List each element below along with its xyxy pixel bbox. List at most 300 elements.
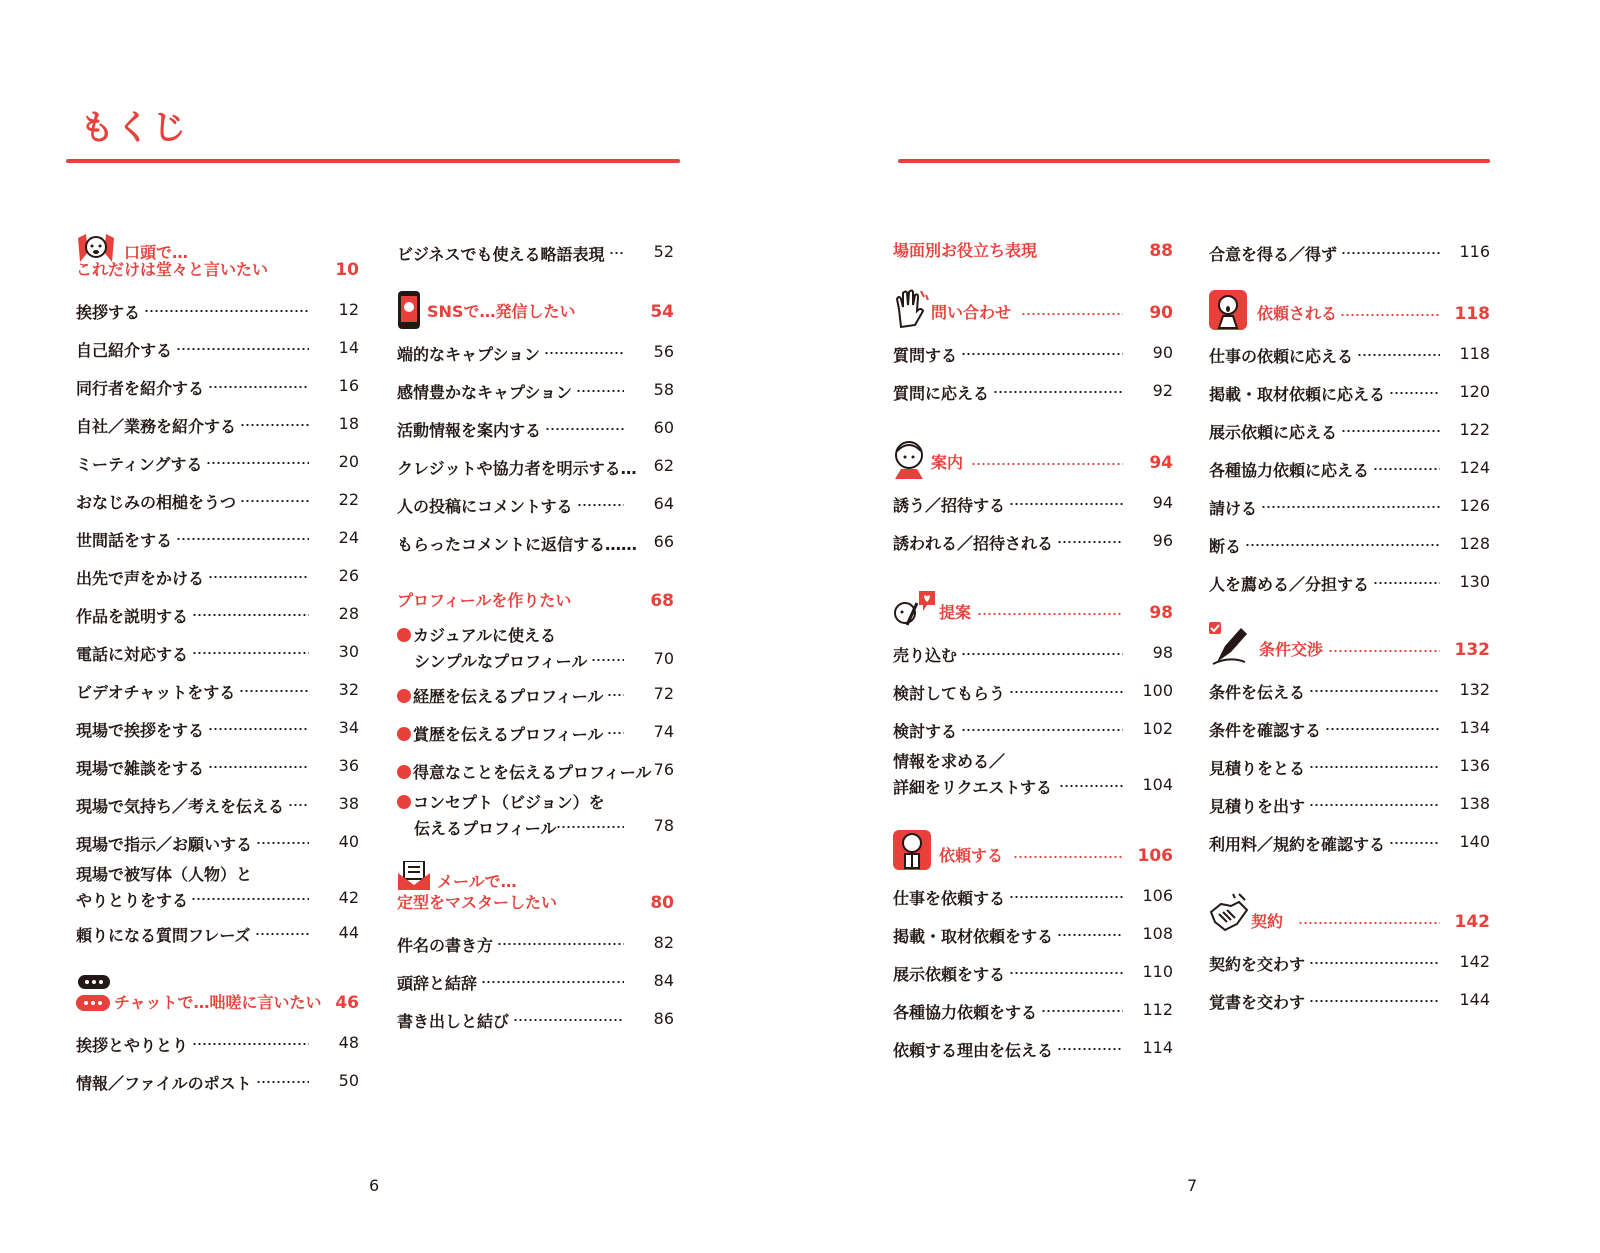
toc-column-3 (893, 232, 1173, 1066)
toc-row[interactable] (1209, 562, 1490, 600)
dot-leader (192, 1043, 309, 1045)
toc-row[interactable] (76, 1023, 359, 1061)
section-page: 106 (1137, 846, 1173, 866)
toc-row[interactable] (893, 876, 1173, 914)
toc-page-number: 84 (653, 971, 674, 990)
toc-page-number: 70 (653, 649, 674, 668)
dot-leader (1009, 972, 1123, 974)
toc-row[interactable] (1209, 784, 1490, 822)
toc-row[interactable] (397, 332, 674, 370)
toc-page-number: 72 (653, 684, 674, 703)
toc-entry-title: 掲載・取材依頼に応える (1209, 385, 1386, 404)
toc-row[interactable] (397, 712, 674, 750)
toc-entry-title: 作品を説明する (76, 607, 189, 626)
bullet-dot (397, 727, 411, 741)
toc-entry-title: 条件を伝える (1209, 683, 1306, 702)
toc-entry-title: 条件を確認する (1209, 721, 1322, 740)
section-page: 46 (335, 993, 359, 1013)
toc-entry-title: 感情豊かなキャプション (397, 383, 573, 402)
toc-page-number: 40 (338, 832, 359, 851)
toc-page-number: 18 (338, 414, 359, 433)
toc-row[interactable] (893, 747, 1173, 800)
page-number-right: 7 (1187, 1176, 1198, 1195)
dot-leader (240, 424, 309, 426)
toc-section-useful[interactable] (893, 232, 1173, 269)
toc-row[interactable] (397, 370, 674, 408)
section-page: 142 (1454, 912, 1490, 932)
section-page: 80 (650, 893, 674, 913)
person-icon (893, 439, 927, 483)
dot-leader (1057, 934, 1123, 936)
section-title: 案内 (931, 453, 964, 472)
toc-entry-title: 同行者を紹介する (76, 379, 205, 398)
toc-row[interactable] (893, 521, 1173, 559)
toc-page-number: 78 (653, 816, 674, 835)
toc-entry-title: 展示依頼をする (893, 965, 1006, 984)
toc-entry-title: 挨拶とやりとり (76, 1036, 189, 1055)
dot-leader (208, 766, 309, 768)
toc-page-number: 124 (1459, 458, 1490, 477)
toc-entry-title: 現場で雑談をする (76, 759, 205, 778)
dot-leader (1009, 896, 1123, 898)
dot-leader (1261, 506, 1440, 508)
toc-page-number: 28 (338, 604, 359, 623)
toc-entry-title: 世間話をする (76, 531, 173, 550)
toc-entry-title: カジュアルに使える シンプルなプロフィール (397, 623, 587, 675)
toc-page-number: 26 (338, 566, 359, 585)
section-title: 依頼する (939, 846, 1004, 865)
section-title: これだけは堂々と言いたい (76, 260, 269, 279)
page-title: もくじ (80, 108, 188, 148)
toc-page-number: 92 (1152, 381, 1173, 400)
dot-leader (208, 576, 309, 578)
toc-row[interactable] (1209, 746, 1490, 784)
toc-section-request[interactable] (893, 828, 1173, 874)
toc-page-number: 74 (653, 722, 674, 741)
section-title: 契約 (1251, 912, 1284, 931)
dot-leader (1373, 582, 1440, 584)
toc-page-number: 42 (338, 888, 359, 907)
section-title: 場面別お役立ち表現 (893, 241, 1038, 260)
toc-entry-title: 展示依頼に応える (1209, 423, 1338, 442)
toc-row[interactable] (76, 860, 359, 913)
dot-leader (208, 386, 309, 388)
toc-row[interactable] (893, 333, 1173, 371)
toc-row[interactable] (397, 750, 674, 788)
toc-row[interactable] (397, 522, 674, 560)
toc-row[interactable] (397, 446, 674, 484)
toc-column-2 (397, 232, 674, 1037)
toc-row[interactable] (397, 408, 674, 446)
dot-leader (288, 804, 309, 806)
toc-entry-title: 誘う／招待する (893, 496, 1006, 515)
toc-page-number: 126 (1459, 496, 1490, 515)
toc-entry-title: ミーティングする (76, 455, 203, 474)
toc-page-number: 82 (653, 933, 674, 952)
section-title: チャットで…咄嗟に言いたい (114, 993, 322, 1012)
toc-entry-title: 依頼する理由を伝える (893, 1041, 1054, 1060)
toc-page-number: 136 (1459, 756, 1490, 775)
toc-entry-title: 情報を求める／ 詳細をリクエストする (893, 752, 1052, 797)
toc-row[interactable] (397, 788, 674, 841)
toc-page-number: 50 (338, 1071, 359, 1090)
page-number-left: 6 (369, 1176, 380, 1195)
toc-row[interactable] (397, 232, 674, 270)
dot-leader (208, 728, 309, 730)
bullet-dot (397, 689, 411, 703)
toc-page-number: 112 (1142, 1000, 1173, 1019)
dot-leader (607, 694, 624, 696)
dot-leader (240, 500, 309, 502)
toc-row[interactable] (76, 442, 359, 480)
toc-page-number: 134 (1459, 718, 1490, 737)
toc-page-number: 14 (338, 338, 359, 357)
toc-entry-title: 誘われる／招待される (893, 534, 1054, 553)
toc-page-number: 16 (338, 376, 359, 395)
dot-leader (192, 614, 309, 616)
toc-entry-title: コンセプト（ビジョン）を 伝えるプロフィール (397, 790, 605, 842)
idea-person-icon (893, 589, 937, 633)
toc-entry-title: 各種協力依頼に応える (1209, 461, 1370, 480)
toc-page-number: 62 (653, 456, 674, 475)
dot-leader (577, 504, 624, 506)
toc-entry-title: 請ける (1209, 499, 1258, 518)
dot-leader (1389, 842, 1440, 844)
toc-row[interactable] (893, 371, 1173, 409)
toc-page-number: 100 (1142, 681, 1173, 700)
dot-leader (192, 652, 309, 654)
dot-leader (1373, 468, 1440, 470)
dot-leader (1041, 1010, 1123, 1012)
toc-row[interactable] (76, 404, 359, 442)
toc-entry-title: 現場で挨拶をする (76, 721, 205, 740)
section-title: 提案 (939, 603, 972, 622)
toc-entry-title: 自社／業務を紹介する (76, 417, 237, 436)
toc-page-number: 36 (338, 756, 359, 775)
toc-section-mail[interactable] (397, 861, 674, 921)
toc-row[interactable] (1209, 486, 1490, 524)
toc-page-number: 110 (1142, 962, 1173, 981)
dot-leader (1309, 690, 1440, 692)
toc-row[interactable] (397, 621, 674, 674)
dot-leader (1357, 354, 1440, 356)
toc-page-number: 140 (1459, 832, 1490, 851)
toc-row[interactable] (893, 914, 1173, 952)
toc-entry-title: ビデオチャットをする (76, 683, 236, 702)
toc-section-profile[interactable] (397, 582, 674, 619)
section-page: 132 (1454, 640, 1490, 660)
dot-leader (993, 391, 1123, 393)
toc-row[interactable] (893, 952, 1173, 990)
dot-leader (1309, 804, 1440, 806)
toc-page-number: 12 (338, 300, 359, 319)
dot-leader (206, 462, 309, 464)
toc-page-number: 102 (1142, 719, 1173, 738)
dot-leader (1009, 503, 1123, 505)
toc-section-oral[interactable] (76, 232, 359, 288)
toc-section-requested[interactable] (1209, 290, 1490, 332)
section-title: 依頼される (1257, 304, 1338, 323)
dot-leader (239, 690, 309, 692)
toc-section-chat[interactable] (76, 973, 359, 1021)
toc-row[interactable] (76, 594, 359, 632)
toc-entry-title: 現場で気持ち／考えを伝える (76, 797, 285, 816)
toc-entry-title: 質問に応える (893, 384, 990, 403)
toc-page-number: 130 (1459, 572, 1490, 591)
dot-leader (144, 310, 309, 312)
toc-page-number: 90 (1152, 343, 1173, 362)
section-page: 94 (1149, 453, 1173, 473)
dot-leader (1309, 1000, 1440, 1002)
toc-entry-title: 現場で被写体（人物）と やりとりをする (76, 865, 253, 910)
toc-page-number: 76 (653, 760, 674, 779)
toc-page-number: 86 (653, 1009, 674, 1028)
toc-entry-title: 端的なキャプション (397, 345, 541, 364)
pen-check-icon (1209, 622, 1253, 670)
toc-entry-title: 頭辞と結辞 (397, 974, 478, 993)
toc-entry-title: 出先で声をかける (76, 569, 205, 588)
section-page: 88 (1149, 241, 1173, 261)
dot-leader (176, 348, 309, 350)
toc-section-proposal[interactable] (893, 589, 1173, 631)
toc-page-number: 96 (1152, 531, 1173, 550)
dot-leader (961, 653, 1123, 655)
section-title: 条件交渉 (1259, 640, 1324, 659)
smartphone-icon (397, 290, 421, 334)
toc-page-number: 128 (1459, 534, 1490, 553)
toc-entry-title: 活動情報を案内する (397, 421, 542, 440)
toc-page-number: 142 (1459, 952, 1490, 971)
bullet-dot (397, 795, 411, 809)
toc-section-inquiry[interactable] (893, 289, 1173, 331)
toc-entry-title: 断る (1209, 537, 1242, 556)
dot-leader (256, 1081, 309, 1083)
toc-page-number: 22 (338, 490, 359, 509)
toc-entry-title: 質問する (893, 346, 958, 365)
toc-entry-title: 経歴を伝えるプロフィール (397, 684, 603, 707)
dot-leader (481, 981, 624, 983)
toc-entry-title: 自己紹介する (76, 341, 173, 360)
toc-entry-title: 仕事を依頼する (893, 889, 1006, 908)
dot-leader (1341, 430, 1440, 432)
dot-leader (961, 729, 1123, 731)
toc-column-1 (76, 232, 359, 1099)
toc-entry-title: もらったコメントに返信する…… (397, 535, 638, 554)
surprised-person-icon (1209, 290, 1247, 336)
toc-entry-title: 書き出しと結び (397, 1012, 510, 1031)
toc-row[interactable] (76, 1061, 359, 1099)
toc-entry-title: 電話に対応する (76, 645, 189, 664)
toc-page-number: 108 (1142, 924, 1173, 943)
toc-row[interactable] (1209, 708, 1490, 746)
toc-row[interactable] (76, 822, 359, 860)
toc-row[interactable] (76, 480, 359, 518)
dot-leader (544, 352, 624, 354)
toc-page-number: 144 (1459, 990, 1490, 1009)
section-page: 54 (650, 302, 674, 322)
toc-page-number: 24 (338, 528, 359, 547)
chat-bubbles-icon (76, 973, 116, 1019)
dot-leader (1309, 962, 1440, 964)
toc-row[interactable] (76, 290, 359, 328)
toc-page-number: 122 (1459, 420, 1490, 439)
toc-row[interactable] (76, 556, 359, 594)
toc-entry-title: 各種協力依頼をする (893, 1003, 1038, 1022)
toc-row[interactable] (397, 484, 674, 522)
toc-entry-title: 合意を得る／得ず (1209, 245, 1338, 264)
dot-leader (1057, 1048, 1123, 1050)
dot-leader (1057, 541, 1123, 543)
toc-row[interactable] (76, 518, 359, 556)
dot-leader (1389, 392, 1440, 394)
toc-row[interactable] (1209, 232, 1490, 270)
dot-leader (176, 538, 309, 540)
title-rule-left (66, 159, 680, 163)
toc-page-number: 52 (653, 242, 674, 261)
section-kicker: メールで… (437, 872, 517, 891)
bowing-person-icon (893, 828, 931, 876)
toc-row[interactable] (1209, 670, 1490, 708)
section-page: 68 (650, 591, 674, 611)
dot-leader (1309, 766, 1440, 768)
dot-leader (256, 842, 309, 844)
toc-row[interactable] (1209, 410, 1490, 448)
toc-page-number: 138 (1459, 794, 1490, 813)
toc-page-number: 32 (338, 680, 359, 699)
toc-entry-title: 仕事の依頼に応える (1209, 347, 1354, 366)
toc-row[interactable] (1209, 980, 1490, 1018)
toc-page-number: 116 (1459, 242, 1490, 261)
toc-row[interactable] (893, 483, 1173, 521)
toc-row[interactable] (1209, 448, 1490, 486)
section-title: 問い合わせ (931, 303, 1012, 322)
toc-entry-title: 賞歴を伝えるプロフィール (397, 722, 603, 745)
toc-row[interactable] (76, 746, 359, 784)
handshake-icon (1209, 892, 1249, 938)
toc-row[interactable] (893, 671, 1173, 709)
dot-leader (607, 732, 624, 734)
toc-page-number: 48 (338, 1033, 359, 1052)
toc-page-number: 60 (653, 418, 674, 437)
toc-page-number: 30 (338, 642, 359, 661)
toc-entry-title: 件名の書き方 (397, 936, 494, 955)
toc-entry-title: 人を薦める／分担する (1209, 575, 1370, 594)
toc-section-sns[interactable] (397, 290, 674, 330)
toc-column-4 (1209, 232, 1490, 1018)
toc-page-number: 44 (338, 923, 359, 942)
toc-page-number: 56 (653, 342, 674, 361)
toc-page-number: 38 (338, 794, 359, 813)
toc-page-number: 120 (1459, 382, 1490, 401)
toc-entry-title: 検討してもらう (893, 684, 1006, 703)
toc-row[interactable] (397, 923, 674, 961)
toc-row[interactable] (76, 913, 359, 951)
toc-page-number: 132 (1459, 680, 1490, 699)
dot-leader (576, 390, 624, 392)
section-page: 118 (1454, 304, 1490, 324)
toc-entry-title: 見積りを出す (1209, 797, 1306, 816)
toc-page-number: 106 (1142, 886, 1173, 905)
section-title: プロフィールを作りたい (397, 591, 572, 610)
toc-page-number: 34 (338, 718, 359, 737)
bullet-dot (397, 765, 411, 779)
toc-row[interactable] (893, 1028, 1173, 1066)
toc-row[interactable] (397, 674, 674, 712)
toc-page-number: 20 (338, 452, 359, 471)
toc-entry-title: 情報／ファイルのポスト (76, 1074, 252, 1093)
toc-row[interactable] (893, 709, 1173, 747)
toc-entry-title: 検討する (893, 722, 958, 741)
section-page: 90 (1149, 303, 1173, 323)
toc-entry-title: おなじみの相槌をうつ (76, 493, 237, 512)
toc-page-number: 66 (653, 532, 674, 551)
toc-entry-title: 頼りになる質問フレーズ (76, 926, 251, 945)
toc-row[interactable] (397, 961, 674, 999)
toc-row[interactable] (1209, 822, 1490, 860)
toc-entry-title: 契約を交わす (1209, 955, 1306, 974)
toc-entry-title: 見積りをとる (1209, 759, 1306, 778)
dot-leader (1245, 544, 1440, 546)
toc-row[interactable] (893, 633, 1173, 671)
toc-page-number: 58 (653, 380, 674, 399)
toc-row[interactable] (76, 632, 359, 670)
toc-entry-title: 現場で指示／お願いする (76, 835, 253, 854)
toc-entry-title: 掲載・取材依頼をする (893, 927, 1054, 946)
toc-page-number: 64 (653, 494, 674, 513)
toc-row[interactable] (397, 999, 674, 1037)
toc-row[interactable] (1209, 942, 1490, 980)
dot-leader (961, 353, 1123, 355)
toc-row[interactable] (76, 328, 359, 366)
section-page: 98 (1149, 603, 1173, 623)
toc-page-number: 94 (1152, 493, 1173, 512)
toc-row[interactable] (76, 708, 359, 746)
toc-page-number: 114 (1142, 1038, 1173, 1057)
section-title: 定型をマスターしたい (397, 893, 558, 912)
toc-row[interactable] (1209, 524, 1490, 562)
toc-entry-title: 挨拶する (76, 303, 141, 322)
section-page: 10 (335, 260, 359, 280)
toc-section-negotiation[interactable] (1209, 622, 1490, 668)
toc-row[interactable] (76, 784, 359, 822)
toc-row[interactable] (1209, 372, 1490, 410)
toc-page-number: 118 (1459, 344, 1490, 363)
dot-leader (545, 428, 624, 430)
toc-entry-title: 人の投稿にコメントする (397, 497, 573, 516)
dot-leader (1325, 728, 1440, 730)
section-title: SNSで…発信したい (427, 302, 576, 321)
toc-entry-title: 利用料／規約を確認する (1209, 835, 1386, 854)
toc-section-contract[interactable] (1209, 892, 1490, 940)
toc-entry-title: ビジネスでも使える略語表現 (397, 245, 605, 264)
bullet-dot (397, 628, 411, 642)
dot-leader (513, 1019, 624, 1021)
toc-page-number: 104 (1142, 775, 1173, 794)
toc-page-number: 98 (1152, 643, 1173, 662)
toc-row[interactable] (893, 990, 1173, 1028)
dot-leader (497, 943, 624, 945)
toc-entry-title: 得意なことを伝えるプロフィール (397, 760, 651, 783)
toc-section-guide[interactable] (893, 439, 1173, 481)
toc-row[interactable] (1209, 334, 1490, 372)
toc-entry-title: 売り込む (893, 646, 958, 665)
toc-row[interactable] (76, 366, 359, 404)
title-rule-right (898, 159, 1490, 163)
dot-leader (1009, 691, 1123, 693)
toc-entry-title: 覚書を交わす (1209, 993, 1306, 1012)
toc-row[interactable] (76, 670, 359, 708)
section-kicker: 口頭で… (124, 243, 189, 262)
